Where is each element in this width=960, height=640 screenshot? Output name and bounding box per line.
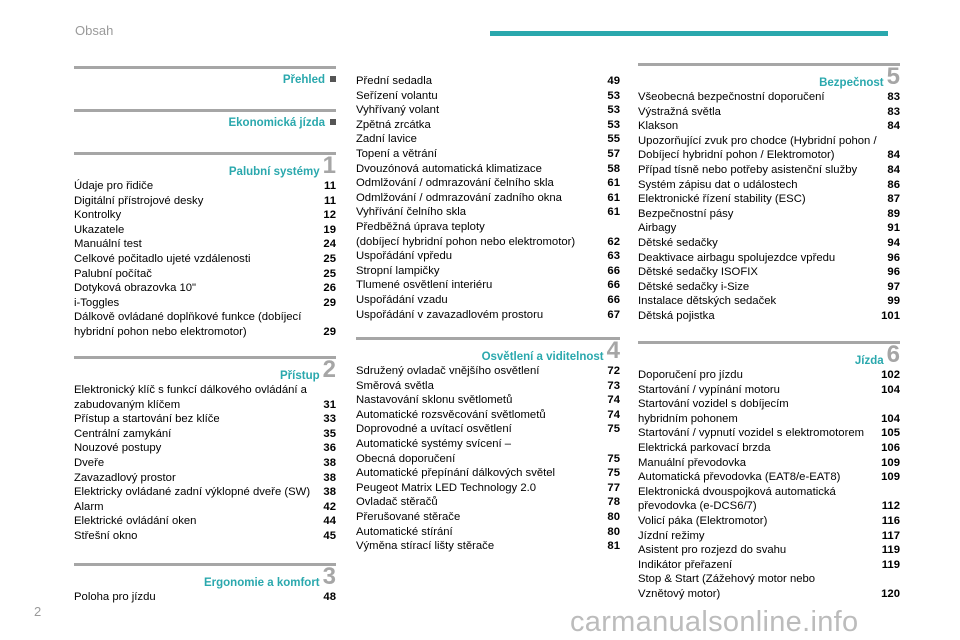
toc-entry-page: 84 xyxy=(887,120,900,133)
toc-entry[interactable] xyxy=(74,427,336,442)
toc-entry[interactable] xyxy=(638,265,900,280)
section-number: 6 xyxy=(886,341,900,368)
toc-entry-label: Dětské sedačky i-Size xyxy=(638,280,750,293)
toc-entry-label: Nastavování sklonu světlometů xyxy=(356,394,513,407)
toc-entry-label: Startování / vypínání motoru xyxy=(638,383,780,396)
toc-entry[interactable] xyxy=(638,412,900,427)
section-eco xyxy=(74,109,336,136)
toc-entry-label: Elektricky ovládané zadní výklopné dveře (SW) xyxy=(74,486,311,499)
toc-entry-label: Dětské sedačky xyxy=(638,236,718,249)
toc-entry-page: 109 xyxy=(881,456,900,469)
section-number: 4 xyxy=(606,337,620,364)
toc-entry-label: Odmlžování / odmrazování zadního okna xyxy=(356,191,562,204)
toc-entry-page: 96 xyxy=(887,266,900,279)
entry-list xyxy=(356,364,620,554)
toc-entry[interactable] xyxy=(638,192,900,207)
toc-entry[interactable] xyxy=(638,558,900,573)
toc-entry[interactable] xyxy=(74,471,336,486)
toc-entry-page: 53 xyxy=(607,118,620,131)
section-safety xyxy=(638,63,900,324)
toc-entry-label: převodovka (e-DCS6/7) xyxy=(638,500,757,513)
toc-entry-label: Dvouzónová automatická klimatizace xyxy=(356,162,542,175)
toc-entry[interactable] xyxy=(638,456,900,471)
toc-entry[interactable] xyxy=(638,294,900,309)
toc-entry-label: Dětská pojistka xyxy=(638,309,715,322)
toc-entry[interactable] xyxy=(74,500,336,515)
toc-entry[interactable] xyxy=(638,309,900,324)
toc-entry-label: Kontrolky xyxy=(74,209,122,222)
section-ergonomics xyxy=(74,563,336,605)
toc-entry[interactable] xyxy=(74,179,336,194)
toc-entry[interactable] xyxy=(638,251,900,266)
toc-entry[interactable] xyxy=(638,105,900,120)
toc-entry-label: Stropní lampičky xyxy=(356,264,440,277)
toc-entry-page: 11 xyxy=(324,194,336,207)
toc-entry-page: 80 xyxy=(607,525,620,538)
toc-entry-page: 101 xyxy=(881,309,900,322)
toc-entry[interactable] xyxy=(356,393,620,408)
toc-entry-page: 72 xyxy=(607,365,620,377)
toc-entry-label: Střešní okno xyxy=(74,529,138,542)
toc-entry[interactable] xyxy=(74,281,336,296)
bullet-square-icon xyxy=(330,76,336,82)
toc-entry[interactable] xyxy=(74,237,336,252)
toc-entry[interactable] xyxy=(638,499,900,514)
toc-entry[interactable] xyxy=(356,293,620,308)
watermark: carmanualsonline.info xyxy=(570,606,859,638)
toc-entry-label: Seřízení volantu xyxy=(356,89,438,102)
toc-entry-page: 75 xyxy=(607,423,620,436)
section-driving xyxy=(638,341,900,602)
toc-entry[interactable] xyxy=(356,147,620,162)
toc-entry[interactable] xyxy=(356,481,620,496)
toc-entry[interactable] xyxy=(638,148,900,163)
entry-list xyxy=(638,90,900,324)
header-accent-bar xyxy=(490,31,888,36)
toc-entry-label: Uspořádání vpředu xyxy=(356,250,453,263)
toc-entry-page: 106 xyxy=(881,441,900,454)
toc-entry[interactable] xyxy=(356,220,620,235)
toc-entry-page: 81 xyxy=(607,540,620,553)
toc-entry-page: 89 xyxy=(887,207,900,220)
toc-entry[interactable] xyxy=(638,119,900,134)
toc-entry[interactable] xyxy=(638,221,900,236)
section-title: Přístup xyxy=(280,370,320,382)
toc-entry-label: Dobíjecí hybridní pohon / Elektromotor) xyxy=(638,149,835,162)
toc-entry[interactable] xyxy=(356,466,620,481)
toc-entry-page: 38 xyxy=(323,456,336,469)
toc-entry-label: Automatické přepínání dálkových světel xyxy=(356,467,556,480)
toc-entry[interactable] xyxy=(74,310,336,325)
toc-entry-page: 48 xyxy=(323,591,336,603)
toc-entry-label: Automatická převodovka (EAT8/e-EAT8) xyxy=(638,471,841,484)
toc-entry[interactable] xyxy=(356,422,620,437)
toc-entry-label: Ukazatele xyxy=(74,223,125,236)
toc-entry-label: Indikátor přeřazení xyxy=(638,558,733,571)
toc-entry-label: Elektrické ovládání oken xyxy=(74,515,197,528)
toc-entry[interactable] xyxy=(356,264,620,279)
toc-entry-page: 53 xyxy=(607,104,620,117)
toc-entry-page: 116 xyxy=(881,514,900,527)
toc-entry-label: Doprovodné a uvítací osvětlení xyxy=(356,423,512,436)
toc-entry[interactable] xyxy=(356,495,620,510)
toc-entry-label: Dětské sedačky ISOFIX xyxy=(638,266,758,279)
section-header xyxy=(74,152,336,179)
section-header xyxy=(74,66,336,93)
section-title: Přehled xyxy=(282,74,325,86)
toc-entry[interactable] xyxy=(638,236,900,251)
toc-entry-label: Dveře xyxy=(74,456,105,469)
toc-entry-label: Elektrická parkovací brzda xyxy=(638,441,771,454)
toc-entry[interactable] xyxy=(74,590,336,605)
toc-entry[interactable] xyxy=(74,456,336,471)
toc-entry[interactable] xyxy=(356,176,620,191)
section-onboard-systems xyxy=(74,152,336,340)
section-access xyxy=(74,356,336,544)
toc-entry-label: hybridní pohon nebo elektromotor) xyxy=(74,325,247,338)
toc-entry[interactable] xyxy=(74,267,336,282)
toc-entry-label: Odmlžování / odmrazování čelního skla xyxy=(356,177,554,190)
toc-entry-label: Přerušované stěrače xyxy=(356,510,461,523)
toc-entry-label: Údaje pro řidiče xyxy=(74,180,154,192)
toc-entry-page: 112 xyxy=(881,500,900,513)
toc-entry[interactable] xyxy=(638,207,900,222)
toc-entry[interactable] xyxy=(74,194,336,209)
toc-entry-page: 66 xyxy=(607,279,620,292)
toc-entry-label: Deaktivace airbagu spolujezdce vpředu xyxy=(638,251,836,264)
toc-entry-page: 74 xyxy=(607,394,620,407)
toc-entry[interactable] xyxy=(356,408,620,423)
toc-entry[interactable] xyxy=(356,74,620,89)
toc-entry-label: Klakson xyxy=(638,120,679,133)
section-header xyxy=(356,337,620,364)
toc-entry-page: 49 xyxy=(607,75,620,87)
toc-entry-page: 38 xyxy=(323,486,336,499)
toc-entry-page: 120 xyxy=(881,587,900,600)
toc-entry-page: 73 xyxy=(607,379,620,392)
toc-entry-page: 80 xyxy=(607,510,620,523)
toc-entry[interactable] xyxy=(356,89,620,104)
toc-entry-page: 42 xyxy=(323,500,336,513)
toc-entry-page: 25 xyxy=(323,252,336,265)
toc-entry-page: 36 xyxy=(323,442,336,455)
toc-entry-label: zabudovaným klíčem xyxy=(74,398,181,411)
toc-entry-label: Přístup a startování bez klíče xyxy=(74,413,220,426)
toc-entry-page: 75 xyxy=(607,452,620,465)
toc-entry-page: 75 xyxy=(607,467,620,480)
toc-entry-page: 83 xyxy=(887,91,900,103)
toc-entry[interactable] xyxy=(638,368,900,383)
toc-entry-label: Dálkově ovládané doplňkové funkce (dobíjecí xyxy=(74,311,302,324)
toc-entry-label: Výstražná světla xyxy=(638,105,721,118)
toc-entry-label: Doporučení pro jízdu xyxy=(638,369,743,381)
toc-entry-label: Ovladač stěračů xyxy=(356,496,438,509)
toc-entry[interactable] xyxy=(638,280,900,295)
toc-entry-label: Předběžná úprava teploty xyxy=(356,220,485,233)
toc-entry[interactable] xyxy=(638,572,900,587)
toc-entry-label: Uspořádání v zavazadlovém prostoru xyxy=(356,308,544,321)
toc-entry-label: Digitální přístrojové desky xyxy=(74,194,204,207)
toc-entry-page: 77 xyxy=(607,481,620,494)
section-header xyxy=(638,341,900,368)
toc-entry-page: 61 xyxy=(607,191,620,204)
entry-list xyxy=(356,74,620,322)
toc-entry-label: Automatické rozsvěcování světlometů xyxy=(356,408,546,421)
toc-entry-label: Jízdní režimy xyxy=(638,529,705,542)
toc-entry-page: 61 xyxy=(607,206,620,219)
toc-entry-page: 94 xyxy=(887,236,900,249)
toc-entry[interactable] xyxy=(74,223,336,238)
toc-entry[interactable] xyxy=(356,249,620,264)
toc-entry-page: 117 xyxy=(881,529,900,542)
toc-entry-page: 104 xyxy=(881,383,900,396)
section-number: 2 xyxy=(322,356,336,383)
toc-entry-page: 74 xyxy=(607,408,620,421)
toc-entry[interactable] xyxy=(638,529,900,544)
toc-entry-page: 84 xyxy=(887,163,900,176)
toc-entry-label: Poloha pro jízdu xyxy=(74,591,156,603)
toc-entry-page: 25 xyxy=(323,267,336,280)
toc-entry[interactable] xyxy=(638,90,900,105)
toc-entry[interactable] xyxy=(356,437,620,452)
toc-entry[interactable] xyxy=(356,103,620,118)
section-header xyxy=(74,356,336,383)
toc-entry-label: i-Toggles xyxy=(74,296,120,309)
toc-entry[interactable] xyxy=(74,325,336,340)
entry-list xyxy=(638,368,900,602)
toc-entry-page: 33 xyxy=(323,413,336,426)
toc-entry-label: hybridním pohonem xyxy=(638,412,738,425)
page-number: 2 xyxy=(34,604,42,619)
bullet-square-icon xyxy=(330,119,336,125)
toc-entry-page: 78 xyxy=(607,496,620,509)
toc-entry-label: Dotyková obrazovka 10" xyxy=(74,282,197,295)
toc-entry[interactable] xyxy=(356,205,620,220)
toc-entry-label: Automatické stírání xyxy=(356,525,453,538)
toc-entry-page: 29 xyxy=(323,325,336,338)
section-lighting xyxy=(356,337,620,554)
toc-entry[interactable] xyxy=(356,162,620,177)
toc-entry-label: Bezpečnostní pásy xyxy=(638,207,734,220)
toc-entry-page: 24 xyxy=(323,238,336,251)
toc-entry-label: Manuální test xyxy=(74,238,142,251)
section-title: Ekonomická jízda xyxy=(228,117,325,129)
section-title: Jízda xyxy=(854,355,884,367)
entry-list xyxy=(74,590,336,605)
toc-entry[interactable] xyxy=(638,178,900,193)
toc-entry-label: Alarm xyxy=(74,500,104,513)
toc-entry-label: Manuální převodovka xyxy=(638,456,747,469)
toc-entry-page: 97 xyxy=(887,280,900,293)
toc-entry-page: 44 xyxy=(323,515,336,528)
toc-entry-page: 55 xyxy=(607,133,620,146)
toc-entry-label: Instalace dětských sedaček xyxy=(638,295,777,308)
toc-entry-label: Vznětový motor) xyxy=(638,587,721,600)
entry-list xyxy=(74,179,336,340)
toc-entry[interactable] xyxy=(356,379,620,394)
toc-entry-page: 53 xyxy=(607,89,620,102)
toc-entry-page: 105 xyxy=(881,427,900,440)
toc-entry-label: Peugeot Matrix LED Technology 2.0 xyxy=(356,481,537,494)
toc-entry-label: Zavazadlový prostor xyxy=(74,471,176,484)
toc-entry-page: 45 xyxy=(323,529,336,542)
toc-entry-label: Palubní počítač xyxy=(74,267,152,280)
toc-entry-page: 57 xyxy=(607,147,620,160)
section-header xyxy=(74,563,336,590)
section-number: 5 xyxy=(886,63,900,90)
toc-entry-page: 11 xyxy=(324,180,336,192)
toc-entry-page: 58 xyxy=(607,162,620,175)
toc-entry-page: 109 xyxy=(881,471,900,484)
toc-entry-label: Centrální zamykání xyxy=(74,427,172,440)
toc-entry-label: Airbagy xyxy=(638,222,677,235)
toc-entry-label: Přední sedadla xyxy=(356,75,432,87)
toc-entry-page: 84 xyxy=(887,149,900,162)
toc-entry[interactable] xyxy=(74,208,336,223)
toc-entry[interactable] xyxy=(356,308,620,323)
section-ergonomics-continued xyxy=(356,74,620,322)
toc-entry[interactable] xyxy=(356,452,620,467)
toc-entry-label: Obecná doporučení xyxy=(356,452,456,465)
section-number: 1 xyxy=(322,152,336,179)
toc-entry-label: Případ tísně nebo potřeby asistenční služby xyxy=(638,163,858,176)
toc-entry[interactable] xyxy=(638,426,900,441)
toc-entry-page: 96 xyxy=(887,251,900,264)
toc-entry-page: 66 xyxy=(607,264,620,277)
toc-entry[interactable] xyxy=(74,441,336,456)
toc-entry-page: 119 xyxy=(881,544,900,557)
toc-entry-label: Vyhřívaný volant xyxy=(356,104,440,117)
toc-entry[interactable] xyxy=(638,514,900,529)
toc-entry[interactable] xyxy=(74,398,336,413)
toc-entry-label: Startování vozidel s dobíjecím xyxy=(638,398,789,411)
section-number: 3 xyxy=(322,563,336,590)
toc-entry-page: 66 xyxy=(607,293,620,306)
toc-entry[interactable] xyxy=(638,163,900,178)
toc-entry-label: Směrová světla xyxy=(356,379,434,392)
toc-entry-label: Celkové počitadlo ujeté vzdálenosti xyxy=(74,252,251,265)
toc-entry[interactable] xyxy=(74,412,336,427)
toc-entry-label: Stop & Start (Zážehový motor nebo xyxy=(638,573,816,586)
toc-entry[interactable] xyxy=(356,539,620,554)
toc-entry[interactable] xyxy=(638,485,900,500)
toc-entry-label: Startování / vypnutí vozidel s elektromotorem xyxy=(638,427,865,440)
toc-entry-label: Zpětná zrcátka xyxy=(356,118,431,131)
toc-entry-label: Všeobecná bezpečnostní doporučení xyxy=(638,91,825,103)
toc-entry-page: 63 xyxy=(607,250,620,263)
toc-entry-label: Elektronický klíč s funkcí dálkového ovládání a xyxy=(74,384,307,396)
toc-entry[interactable] xyxy=(638,383,900,398)
toc-entry-label: Elektronická dvouspojková automatická xyxy=(638,485,836,498)
toc-entry[interactable] xyxy=(356,132,620,147)
entry-list xyxy=(74,383,336,544)
toc-entry-label: Zadní lavice xyxy=(356,133,417,146)
toc-entry[interactable] xyxy=(74,252,336,267)
section-title: Palubní systémy xyxy=(228,166,320,178)
toc-entry-page: 87 xyxy=(887,193,900,206)
toc-entry[interactable] xyxy=(638,587,900,602)
toc-entry[interactable] xyxy=(638,134,900,149)
toc-entry[interactable] xyxy=(356,525,620,540)
toc-entry-page: 62 xyxy=(607,235,620,248)
toc-entry-label: Elektronické řízení stability (ESC) xyxy=(638,193,806,206)
toc-entry-page: 19 xyxy=(323,223,336,236)
toc-entry[interactable] xyxy=(638,543,900,558)
toc-entry[interactable] xyxy=(74,296,336,311)
toc-entry-page: 31 xyxy=(323,398,336,411)
toc-entry[interactable] xyxy=(356,235,620,250)
toc-entry-page: 102 xyxy=(881,369,900,381)
section-header xyxy=(638,63,900,90)
toc-entry-page: 29 xyxy=(323,296,336,309)
section-header xyxy=(74,109,336,136)
toc-entry[interactable] xyxy=(74,485,336,500)
toc-entry-page: 119 xyxy=(881,558,900,571)
toc-entry-label: Nouzové postupy xyxy=(74,442,162,455)
toc-entry-page: 35 xyxy=(323,427,336,440)
section-title: Ergonomie a komfort xyxy=(203,577,320,589)
toc-entry-page: 61 xyxy=(607,177,620,190)
page-header-title: Obsah xyxy=(75,23,114,38)
toc-entry[interactable] xyxy=(356,191,620,206)
toc-entry[interactable] xyxy=(356,510,620,525)
toc-entry-page: 86 xyxy=(887,178,900,191)
toc-entry[interactable] xyxy=(74,514,336,529)
toc-entry[interactable] xyxy=(638,397,900,412)
toc-entry-page: 83 xyxy=(887,105,900,118)
toc-entry-label: Tlumené osvětlení interiéru xyxy=(356,279,493,292)
toc-entry[interactable] xyxy=(638,470,900,485)
toc-entry-label: Sdružený ovladač vnějšího osvětlení xyxy=(356,365,540,377)
toc-entry-page: 67 xyxy=(607,308,620,321)
section-overview xyxy=(74,66,336,93)
toc-entry-label: (dobíjecí hybridní pohon nebo elektromotor) xyxy=(356,235,576,248)
toc-entry-label: Topení a větrání xyxy=(356,147,438,160)
toc-entry-label: Asistent pro rozjezd do svahu xyxy=(638,544,787,557)
toc-entry-label: Volicí páka (Elektromotor) xyxy=(638,514,768,527)
toc-entry[interactable] xyxy=(356,364,620,379)
toc-entry-page: 12 xyxy=(323,209,336,222)
toc-entry-page: 26 xyxy=(323,282,336,295)
section-title: Bezpečnost xyxy=(819,77,884,89)
toc-entry-page: 91 xyxy=(887,222,900,235)
toc-entry[interactable] xyxy=(74,383,336,398)
toc-entry-label: Automatické systémy svícení – xyxy=(356,437,512,450)
toc-entry-page: 104 xyxy=(881,412,900,425)
toc-entry-label: Upozorňující zvuk pro chodce (Hybridní pohon / xyxy=(638,134,877,147)
toc-entry-page: 99 xyxy=(887,295,900,308)
section-title: Osvětlení a viditelnost xyxy=(481,351,604,363)
toc-entry[interactable] xyxy=(356,278,620,293)
toc-entry-label: Systém zápisu dat o událostech xyxy=(638,178,798,191)
toc-entry-label: Uspořádání vzadu xyxy=(356,293,448,306)
toc-entry-label: Výměna stírací lišty stěrače xyxy=(356,540,495,553)
toc-entry[interactable] xyxy=(638,441,900,456)
toc-entry-label: Vyhřívání čelního skla xyxy=(356,206,467,219)
toc-entry[interactable] xyxy=(356,118,620,133)
toc-entry-page: 38 xyxy=(323,471,336,484)
toc-entry[interactable] xyxy=(74,529,336,544)
